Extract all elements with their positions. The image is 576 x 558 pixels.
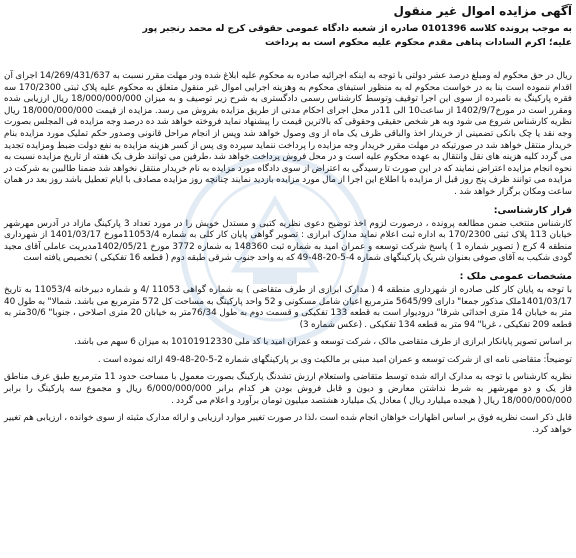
notice-title: آگهی مزایده اموال غیر منقول: [393, 4, 572, 18]
header-line-debtor: علیه؛ اکرم السادات پناهی مقدم محکوم علیه محکوم است به پرداخت: [264, 36, 572, 48]
main-paragraph: ریال در حق محکوم له ومبلغ درصد عشر دولتی با توجه به اینکه اجرائیه صادره به محکوم علیه ابلاغ شده ودر مهلت مقرر نسبت به 14/269/431/637 اجرای آن اقدام ننموده است بنا به در خواست محکوم له به منظور استیفای محکوم به وهزینه اجرایی اموال غیر منقول متعلق به محکوم علیه پلاک ثبتی 170/2300 سه فقره پارکینگ به نامبرده از سوی این اجرا توقیف وتوسط کارشناس رسمی دادگستری به شرح زیر توصیف و به میزان 18/000/000/000 ریال ارزیابی شده ومقرر است در مورخ1402/9/7 از ساعت10 الی 11در محل اجرای احکام مدنی از طریق مزایده بفروش می رسد. مزایده از قیمت 18/000/000/000 ریال نظریه کارشناس شروع می شود وبه هر شخص حقیقی وحقوقی که بالاترین قیمت را پیشنهاد نماید فروخته خواهد شد ده درصد وجه مزایده فی المجلس بصورت وجه نقد یا چک بانکی تضمینی از خریدار اخذ والباقی ظرف یک ماه از وی وصول خواهد شد وپس از انجام مراحل قانونی وصدور حکم تملیک مورد مزایده بنام خریدار منتقل خواهد شد در صورتیکه در مهلت مقرر خریدار وجه مزایده را پرداخت ننماید سپرده وی پس از کسر هزینه مزایده به نفع دولت ضبط ومزایده تجدید می گردد کلیه هزینه های نقل وانتقال به عهده محکوم علیه است و در محل فروش پرداخت خواهد شد ،طرفین می توانند ظرف یک هفته از تاریخ مزایده نسبت به نحوه انجام مزایده اعتراض نمایند که در این صورت تا رسیدگی به اعتراض از سوی دادگاه مورد مزایده به نام خریدار منتقل نخواهد شد ضمنا طالبین به شرکت در مزایده می توانند ظرف پنج روز قبل از مزایده با اطلاع این اجرا از مال مورد مزایده بازدید نمایند چنانچه روز مزایده مصادف با ایام تعطیل باشد روز بعد در همان ساعت ومکان برگزار خواهد شد .: [4, 71, 573, 197]
header-block: [4, 22, 572, 49]
specs-paragraph: با توجه به پایان کار کلی صادره از شهرداری منطقه 4 ( مدارک ابرازی از طرف متقاضی ) به شماره گواهی 11053 /4 و شماره دبیرخانه 11053/4 به تاریخ 1401/03/17ملک مذکور جمعا" دارای 5645/99 مترمربع اعیان شامل مسکونی و 52 واحد پارکینگ به مساحت کل 572 مترمربع می باشد. شمالا" به طول 40 متر به خیابان 14 متری احداثی شرقا" درودیوار است به قطعه 133 تفکیکی و قسمت دوم به طول 76/34متر به خیابان 20 متری اصلاحی ، جنوبا" 30/6متر به قطعه 209 تفکیکی ، غربا" 94 متر به قطعه 134 تفکیکی . (عکس شماره 3): [4, 284, 573, 330]
footer-paragraph: قابل ذکر است نظریه فوق بر اساس اظهارات خواهان انجام شده است ،لذا در صورت تغییر موارد ارزیابی و ارائه مدارک مثبته از سوی خوانده ، ارزیابی هم تغییر خواهد کرد.: [4, 413, 572, 435]
expert-section-title: قرار کارشناسی:: [493, 204, 572, 216]
opinion-paragraph: نظریه کارشناس با توجه به مدارک ارائه شده توسط متقاضی واستعلام ارزش تشدنگ پارکینگ بصورت معمول با مساحت حدود 11 مترمربع طبق عرف مناطق فاز یک و دو مهرشهر به شرط نداشتن معارض و دیون و قابل فروش بودن هر کدام برابر 6/000/000/000 ریال و مجموع سه پارکینگ را برابر 18/000/000/000 ریال ( هیجده میلیارد ریال ) معادل یک میلیارد هشتصد میلیون تومان برآورد و اعلام می گردد .: [4, 372, 572, 406]
ownership-paragraph: بر اساس تصویر پایانکار ابرازی از طرف متقاضی مالک ، شرکت توسعه و عمران امید با کد ملی 10101912330 به میزان 6 سهم می باشد.: [74, 337, 572, 348]
header-line-case: به موجب پرونده کلاسه 0101396 صادره از شعبه دادگاه عمومی حقوقی کرج له محمد رنجبر پور: [142, 23, 572, 34]
note-paragraph: توضیحاً: متقاضی نامه ای از شرکت توسعه و عمران امید مبنی بر مالکیت وی بر پارکینگهای شماره 2-5-20-48-49 ارائه نموده است .: [97, 354, 572, 365]
specs-section-title: مشخصات عمومی ملک :: [459, 270, 572, 282]
expert-paragraph: کارشناس منتخب ضمن مطالعه پرونده ، درصورت لزوم اخذ توضیح دعوی نظریه کتبی و مستدل خویش را در مورد تعداد 3 پارکینگ مازاد در آدرس مهرشهر خیابان 113 پلاک ثبتی 170/2300 به اداره ثبت اعلام نماید مدارک ابرازی : تصویر گواهی پایان کار کلی به شماره 11053/4مورخ 1401/03/17 از شهرداری منطقه 4 کرج ( تصویر شماره 1 ) پاسخ شرکت توسعه و عمران امید به شماره ثبت 148360 به شماره 3772 مورخ 1402/05/21مدیریت عاملی آقای مجید گودی شکیب به آقای صوفی بعنوان شریک پارکینگهای شماره 4-5-20-48-49 که به واحد جنوب شرقی طبقه دوم ( قطعه 16 تفکیکی ) تخصیص یافته است: [4, 218, 572, 264]
